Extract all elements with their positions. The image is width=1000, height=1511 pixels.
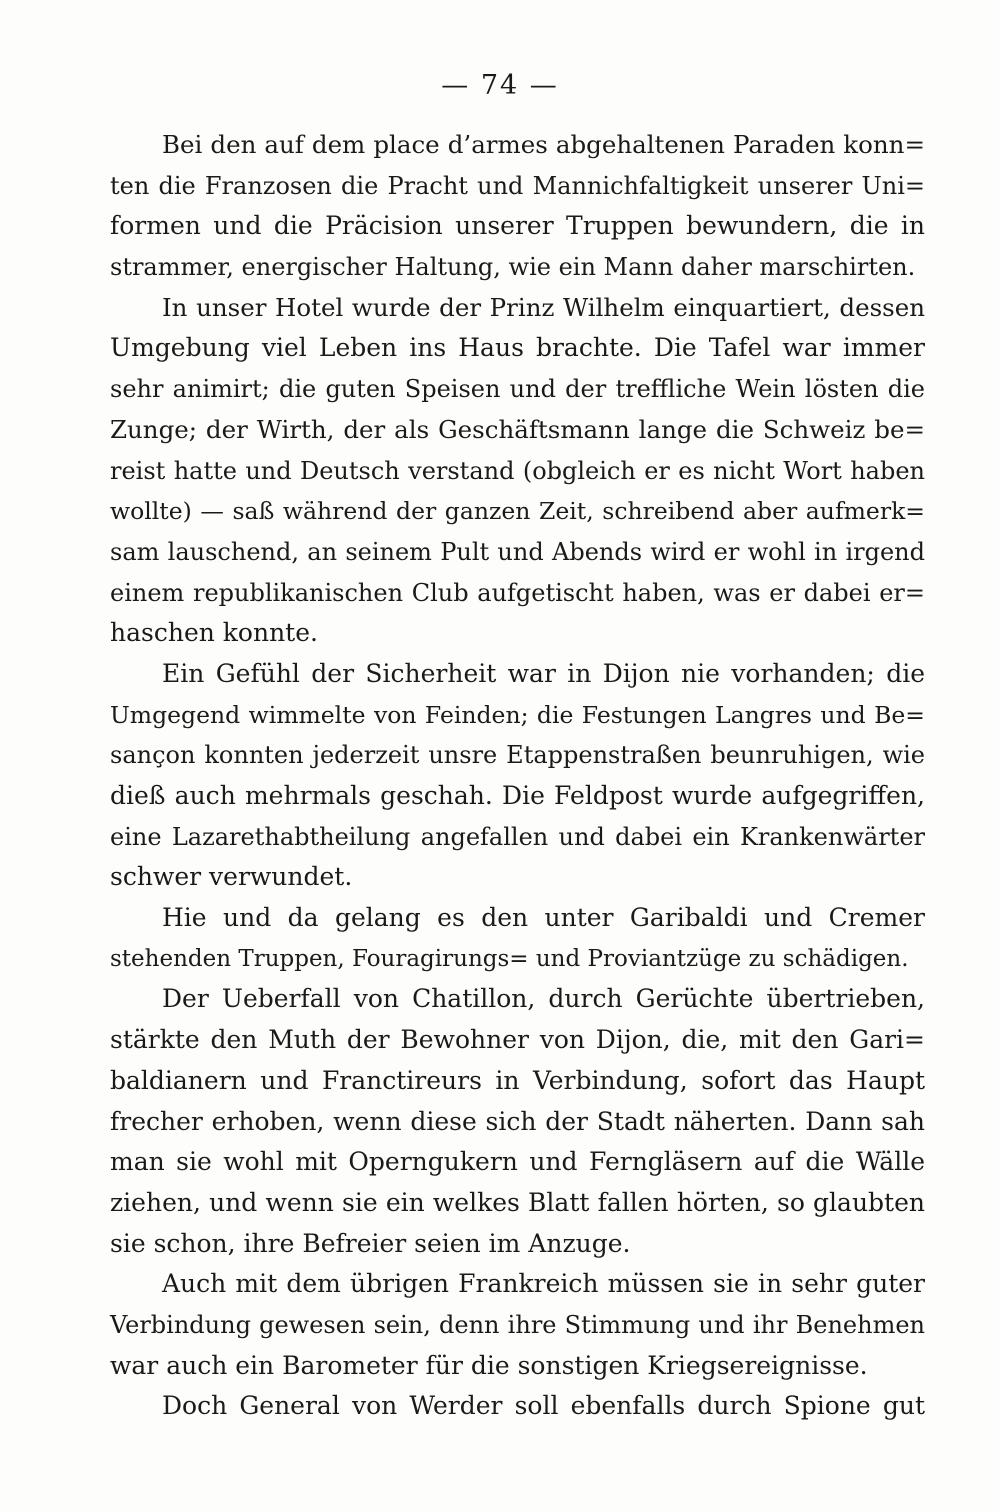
text-line: Hie und da gelang es den unter Garibaldi und Cremer [162, 903, 925, 933]
text-line: Ein Gefühl der Sicherheit war in Dijon nie vorhanden; die [162, 658, 925, 688]
text-line: stehenden Truppen, Fouragirungs= und Proviantzüge zu schädigen. [110, 945, 909, 972]
text-line: Verbindung gewesen sein, denn ihre Stimmung und ihr Benehmen [110, 1310, 925, 1339]
text-line: stärkte den Muth der Bewohner von Dijon, die, mit den Gari= [110, 1025, 925, 1055]
text-line: sançon konnten jederzeit unsre Etappenstraßen beunruhigen, wie [110, 741, 925, 770]
text-line: haschen konnte. [110, 618, 318, 648]
text-line: man sie wohl mit Operngukern und Ferngläsern auf die Wälle [110, 1147, 925, 1177]
text-line: ten die Franzosen die Pracht und Mannichfaltigkeit unserer Uni= [110, 171, 925, 200]
text-line: ziehen, und wenn sie ein welkes Blatt fallen hörten, so glaubten [110, 1187, 925, 1217]
text-line: reist hatte und Deutsch verstand (obgleich er es nicht Wort haben [110, 456, 925, 485]
text-line: strammer, energischer Haltung, wie ein Mann daher marschirten. [110, 253, 916, 282]
text-line: Auch mit dem übrigen Frankreich müssen sie in sehr guter [162, 1269, 925, 1299]
text-line: frecher erhoben, wenn diese sich der Stadt näherten. Dann sah [110, 1106, 925, 1136]
text-line: Umgegend wimmelte von Feinden; die Festungen Langres und Be= [110, 700, 925, 729]
page-number: — 74 — [441, 70, 559, 101]
text-line: war auch ein Barometer für die sonstigen Kriegsereignisse. [110, 1350, 868, 1380]
text-line: Bei den auf dem place d’armes abgehaltenen Paraden konn= [162, 130, 925, 159]
text-line: Umgebung viel Leben ins Haus brachte. Die Tafel war immer [110, 333, 925, 363]
text-line: sam lauschend, an seinem Pult und Abends wird er wohl in irgend [110, 537, 925, 566]
text-line: In unser Hotel wurde der Prinz Wilhelm einquartiert, dessen [162, 292, 925, 322]
text-line: formen und die Präcision unserer Truppen bewundern, die in [110, 211, 925, 241]
text-line: dieß auch mehrmals geschah. Die Feldpost wurde aufgegriffen, [110, 781, 925, 810]
text-line: Zunge; der Wirth, der als Geschäftsmann lange die Schweiz be= [110, 414, 925, 444]
text-line: sie schon, ihre Befreier seien im Anzuge. [110, 1228, 631, 1258]
text-line: eine Lazarethabtheilung angefallen und dabei ein Krankenwärter [110, 822, 925, 851]
text-line: schwer verwundet. [110, 862, 353, 892]
text-line: Doch General von Werder soll ebenfalls durch Spione gut [162, 1391, 925, 1421]
text-line: baldianern und Franctireurs in Verbindung, sofort das Haupt [110, 1065, 925, 1095]
text-line: sehr animirt; die guten Speisen und der treffliche Wein lösten die [110, 375, 925, 404]
body-text [110, 125, 925, 1427]
text-line: wollte) — saß während der ganzen Zeit, schreibend aber aufmerk= [110, 497, 925, 526]
text-line: einem republikanischen Club aufgetischt haben, was er dabei er= [110, 578, 925, 607]
text-line: Der Ueberfall von Chatillon, durch Gerüchte übertrieben, [162, 984, 925, 1014]
